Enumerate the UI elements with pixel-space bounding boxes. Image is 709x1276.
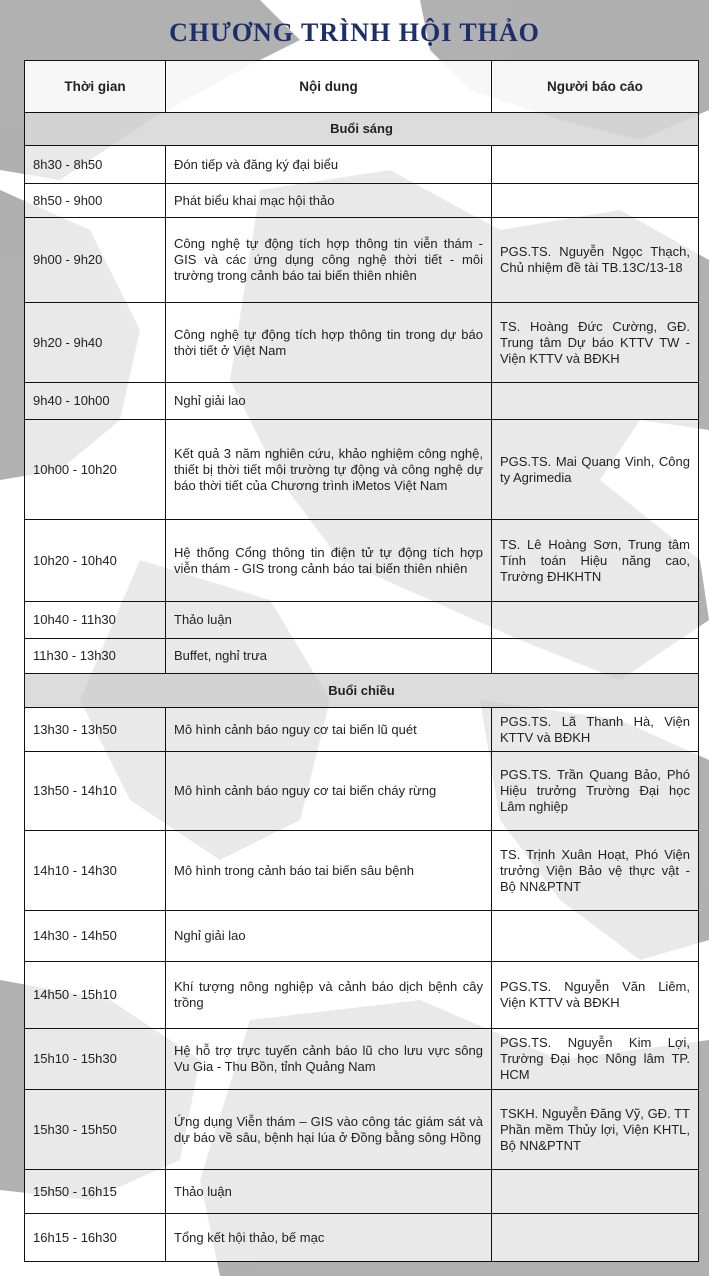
- time-cell: 8h30 - 8h50: [25, 146, 166, 184]
- speaker-cell: TSKH. Nguyễn Đăng Vỹ, GĐ. TT Phần mềm Thủy lợi, Viện KHTL, Bộ NN&PTNT: [492, 1090, 699, 1170]
- speaker-cell: [492, 911, 699, 962]
- table-row: [25, 146, 699, 184]
- speaker-cell: PGS.TS. Trần Quang Bảo, Phó Hiệu trưởng Trường Đại học Lâm nghiệp: [492, 752, 699, 831]
- table-row: [25, 520, 699, 602]
- content-cell: Hệ thống Cổng thông tin điện tử tự động tích hợp viễn thám - GIS trong cảnh báo tai biến thiên nhiên: [166, 520, 492, 602]
- time-cell: 14h50 - 15h10: [25, 962, 166, 1029]
- header-speaker: Người báo cáo: [492, 61, 699, 113]
- table-row: [25, 1029, 699, 1090]
- speaker-cell: PGS.TS. Nguyễn Ngọc Thạch, Chủ nhiệm đề tài TB.13C/13-18: [492, 218, 699, 303]
- table-row: [25, 752, 699, 831]
- section-afternoon: Buổi chiều: [25, 674, 699, 708]
- table-row: [25, 831, 699, 911]
- time-cell: 14h10 - 14h30: [25, 831, 166, 911]
- table-row: [25, 218, 699, 303]
- time-cell: 10h00 - 10h20: [25, 420, 166, 520]
- time-cell: 10h40 - 11h30: [25, 602, 166, 639]
- content-cell: Đón tiếp và đăng ký đại biểu: [166, 146, 492, 184]
- content-cell: Buffet, nghỉ trưa: [166, 639, 492, 674]
- time-cell: 11h30 - 13h30: [25, 639, 166, 674]
- speaker-cell: [492, 383, 699, 420]
- time-cell: 9h40 - 10h00: [25, 383, 166, 420]
- speaker-cell: PGS.TS. Nguyễn Văn Liêm, Viện KTTV và BĐKH: [492, 962, 699, 1029]
- speaker-cell: TS. Hoàng Đức Cường, GĐ. Trung tâm Dự báo KTTV TW - Viện KTTV và BĐKH: [492, 303, 699, 383]
- content-cell: Công nghệ tự động tích hợp thông tin viễn thám - GIS và các ứng dụng công nghệ thời tiết - môi trường trong cảnh báo tai biến thiên nhiên: [166, 218, 492, 303]
- speaker-cell: [492, 1170, 699, 1214]
- page-title: CHƯƠNG TRÌNH HỘI THẢO: [169, 18, 540, 47]
- table-row: [25, 184, 699, 218]
- speaker-cell: [492, 1214, 699, 1262]
- speaker-cell: [492, 602, 699, 639]
- speaker-cell: [492, 146, 699, 184]
- time-cell: 15h50 - 16h15: [25, 1170, 166, 1214]
- table-row: [25, 602, 699, 639]
- header-time: Thời gian: [25, 61, 166, 113]
- speaker-cell: PGS.TS. Nguyễn Kim Lợi, Trường Đại học Nông lâm TP. HCM: [492, 1029, 699, 1090]
- content-cell: Mô hình trong cảnh báo tai biến sâu bệnh: [166, 831, 492, 911]
- table-row: [25, 1170, 699, 1214]
- speaker-cell: PGS.TS. Lã Thanh Hà, Viện KTTV và BĐKH: [492, 708, 699, 752]
- table-row: [25, 1214, 699, 1262]
- content-cell: Công nghệ tự động tích hợp thông tin trong dự báo thời tiết ở Việt Nam: [166, 303, 492, 383]
- content-cell: Mô hình cảnh báo nguy cơ tai biến lũ quét: [166, 708, 492, 752]
- content-cell: Kết quả 3 năm nghiên cứu, khảo nghiệm công nghệ, thiết bị thời tiết môi trường tự động và công nghệ dự báo thời tiết của Chương trình iMetos Việt Nam: [166, 420, 492, 520]
- header-content: Nội dung: [166, 61, 492, 113]
- speaker-cell: [492, 639, 699, 674]
- content-cell: Thảo luận: [166, 1170, 492, 1214]
- content-cell: Hệ hỗ trợ trực tuyến cảnh báo lũ cho lưu vực sông Vu Gia - Thu Bồn, tỉnh Quảng Nam: [166, 1029, 492, 1090]
- table-row: [25, 911, 699, 962]
- content-cell: Tổng kết hội thảo, bế mạc: [166, 1214, 492, 1262]
- table-row: [25, 1090, 699, 1170]
- table-row: [25, 708, 699, 752]
- table-row: [25, 639, 699, 674]
- content-cell: Nghỉ giải lao: [166, 383, 492, 420]
- speaker-cell: TS. Lê Hoàng Sơn, Trung tâm Tính toán Hiệu năng cao, Trường ĐHKHTN: [492, 520, 699, 602]
- time-cell: 9h00 - 9h20: [25, 218, 166, 303]
- section-morning: Buổi sáng: [25, 113, 699, 146]
- header-row: [25, 61, 699, 113]
- time-cell: 15h30 - 15h50: [25, 1090, 166, 1170]
- table-row: [25, 962, 699, 1029]
- time-cell: 10h20 - 10h40: [25, 520, 166, 602]
- time-cell: 16h15 - 16h30: [25, 1214, 166, 1262]
- content-cell: Nghỉ giải lao: [166, 911, 492, 962]
- time-cell: 15h10 - 15h30: [25, 1029, 166, 1090]
- content-cell: Ứng dụng Viễn thám – GIS vào công tác giám sát và dự báo về sâu, bệnh hại lúa ở Đồng bằng sông Hồng: [166, 1090, 492, 1170]
- table-row: [25, 383, 699, 420]
- time-cell: 8h50 - 9h00: [25, 184, 166, 218]
- content-cell: Thảo luận: [166, 602, 492, 639]
- content-cell: Phát biểu khai mạc hội thảo: [166, 184, 492, 218]
- speaker-cell: [492, 184, 699, 218]
- speaker-cell: TS. Trịnh Xuân Hoạt, Phó Viện trưởng Viện Bảo vệ thực vật - Bộ NN&PTNT: [492, 831, 699, 911]
- speaker-cell: PGS.TS. Mai Quang Vinh, Công ty Agrimedia: [492, 420, 699, 520]
- time-cell: 13h50 - 14h10: [25, 752, 166, 831]
- content-cell: Khí tượng nông nghiệp và cảnh báo dịch bệnh cây trồng: [166, 962, 492, 1029]
- time-cell: 14h30 - 14h50: [25, 911, 166, 962]
- table-row: [25, 303, 699, 383]
- content-cell: Mô hình cảnh báo nguy cơ tai biến cháy rừng: [166, 752, 492, 831]
- table-row: [25, 420, 699, 520]
- time-cell: 13h30 - 13h50: [25, 708, 166, 752]
- time-cell: 9h20 - 9h40: [25, 303, 166, 383]
- schedule-table: [24, 60, 699, 1262]
